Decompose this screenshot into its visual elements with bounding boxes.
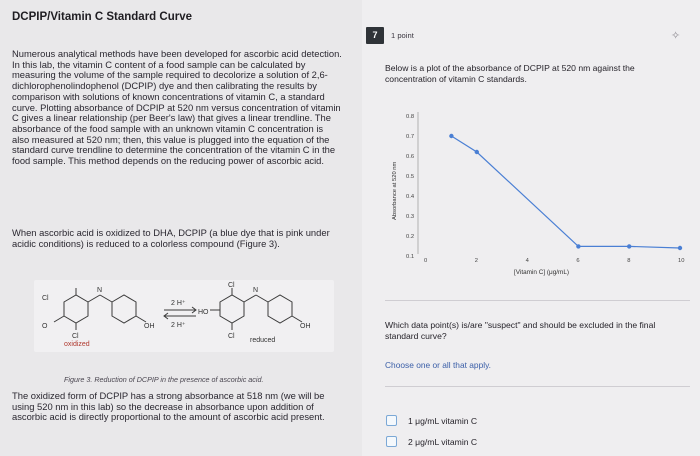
svg-text:Cl: Cl	[228, 333, 235, 340]
x-tick-label: 10	[678, 258, 685, 264]
svg-text:Cl: Cl	[228, 282, 235, 289]
x-tick-label: 2	[474, 258, 479, 264]
oxidized-label: oxidized	[64, 341, 90, 348]
x-tick-label: 8	[627, 258, 631, 264]
x-tick-label: 6	[576, 258, 580, 264]
option-2ug-checkbox[interactable]	[386, 436, 397, 447]
question-number-badge: 7	[366, 27, 384, 44]
svg-text:N: N	[253, 287, 259, 294]
series-line	[451, 136, 680, 248]
data-point	[627, 244, 631, 248]
reagent-top-label: 2 H⁺	[171, 300, 186, 307]
chart-svg	[382, 108, 688, 286]
y-tick-label: 0.2	[406, 234, 415, 240]
svg-text:N: N	[97, 287, 103, 294]
svg-text:HO: HO	[198, 309, 209, 316]
option-2ug-label: 2 μg/mL vitamin C	[408, 436, 478, 447]
y-tick-label: 0.3	[406, 214, 415, 220]
svg-text:O: O	[42, 323, 48, 330]
data-point	[678, 246, 682, 250]
x-tick-label: 0	[424, 258, 428, 264]
data-point	[475, 150, 479, 154]
question-text: Which data point(s) is/are "suspect" and should be excluded in the final standard curve?	[385, 320, 656, 341]
data-point	[576, 244, 580, 248]
reduced-label: reduced	[250, 337, 276, 344]
options-divider	[385, 386, 690, 387]
y-tick-label: 0.5	[406, 174, 415, 180]
question-instruction: Choose one or all that apply.	[385, 360, 491, 370]
option-1ug-label: 1 μg/mL vitamin C	[408, 415, 478, 426]
question-points: 1 point	[391, 31, 414, 40]
bookmark-star-icon[interactable]: ✧	[671, 30, 681, 42]
y-axis-label: Absorbance at 520 nm	[392, 161, 398, 220]
y-tick-label: 0.8	[406, 114, 415, 120]
reaction-figure	[34, 280, 334, 352]
intro-paragraph: Numerous analytical methods have been developed for ascorbic acid detection. In this lab, the vitamin C content of a food sample can be calculated by measuring the volume of the sample required to decolorize a solution of 2,6-dichlorophenolindophenol (DCPIP) dye and then calibrating the results by comparison with solutions of known concentrations of vitamin C, a standard curve. Plotting absorbance of DCPIP at 520 nm versus concentration of vitamin C gives a linear relationship (per Beer's law) that gives a linear trendline. The absorbance of the food sample with an unknown vitamin C concentration is also measured at 520 nm; then, this value is plugged into the equation of the standard curve trendline to determine the concentration of the vitamin C in the food sample. This method depends on the reducing power of ascorbic acid.	[12, 48, 342, 167]
figure-caption: Figure 3. Reduction of DCPIP in the presence of ascorbic acid.	[64, 375, 264, 384]
svg-text:OH: OH	[144, 323, 155, 330]
option-1ug[interactable]	[386, 415, 477, 426]
standard-curve-chart	[382, 108, 688, 286]
x-axis-label: [Vitamin C] (μg/mL)	[514, 269, 570, 276]
section-divider	[385, 300, 690, 301]
data-point	[449, 134, 453, 138]
option-2ug[interactable]	[386, 436, 477, 447]
absorbance-paragraph: The oxidized form of DCPIP has a strong absorbance at 518 nm (we will be using 520 nm in this lab) so the decrease in absorbance upon addition of ascorbic acid is directly proportional to the amount of ascorbic acid present.	[12, 390, 325, 423]
y-tick-label: 0.6	[406, 154, 415, 160]
x-tick-label: 4	[525, 258, 529, 264]
document-title: DCPIP/Vitamin C Standard Curve	[12, 11, 192, 23]
svg-text:Cl: Cl	[42, 295, 49, 302]
svg-text:OH: OH	[300, 323, 311, 330]
y-tick-label: 0.4	[406, 194, 415, 200]
reaction-paragraph: When ascorbic acid is oxidized to DHA, DCPIP (a blue dye that is pink under acidic conditions) is reduced to a colorless compound (Figure 3).	[12, 227, 330, 249]
y-tick-label: 0.1	[406, 254, 415, 260]
option-1ug-checkbox[interactable]	[386, 415, 397, 426]
dcpip-structure-diagram	[34, 280, 334, 352]
y-tick-label: 0.7	[406, 134, 415, 140]
question-prompt: Below is a plot of the absorbance of DCPIP at 520 nm against the concentration of vitamin C standards.	[385, 63, 635, 84]
svg-text:Cl: Cl	[72, 333, 79, 340]
reagent-bottom-label: 2 H⁺	[171, 322, 186, 329]
